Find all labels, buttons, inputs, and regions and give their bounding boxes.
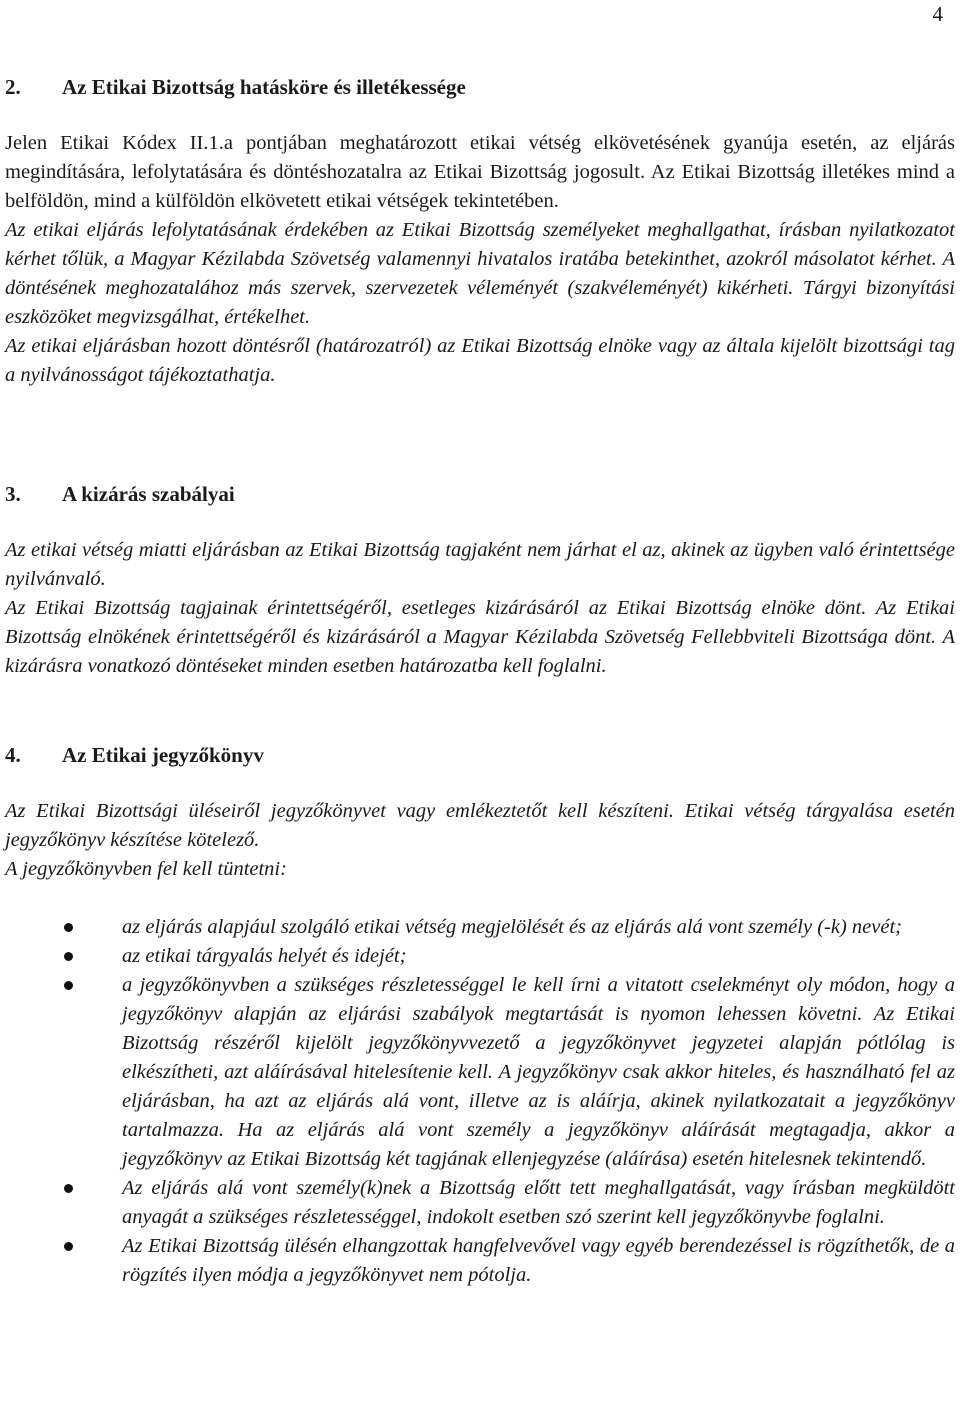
section-3-body bbox=[5, 536, 955, 681]
list-item bbox=[5, 1174, 955, 1232]
document-page bbox=[5, 0, 955, 1416]
list-item-text: az eljárás alapjául szolgáló etikai vétség megjelölését és az eljárás alá vont személy (-k) nevét; bbox=[122, 916, 902, 938]
section-title: Az Etikai jegyzőkönyv bbox=[62, 743, 264, 767]
bullet-icon bbox=[64, 981, 73, 990]
paragraph: Az Etikai Bizottság tagjainak érintettségéről, esetleges kizárásáról az Etikai Bizottság elnöke dönt. Az Etikai Bizottság elnökének érintettségéről és kizárásáról a Magyar Kézilabda Szövetség Fellebbviteli Bizottsága dönt. A kizárásra vonatkozó döntéseket minden esetben határozatba kell foglalni. bbox=[5, 597, 955, 677]
section-4-heading bbox=[5, 741, 264, 770]
section-4-body bbox=[5, 797, 955, 884]
paragraph: Jelen Etikai Kódex II.1.a pontjában meghatározott etikai vétség elkövetésének gyanúja esetén, az eljárás megindítására, lefolytatására és döntéshozatalra az Etikai Bizottság jogosult. Az Etikai Bizottság illetékes mind a belföldön, mind a külföldön elkövetett etikai vétségek tekintetében. bbox=[5, 132, 955, 212]
paragraph: Az etikai vétség miatti eljárásban az Etikai Bizottság tagjaként nem járhat el az, akinek az ügyben való érintettsége nyilvánvaló. bbox=[5, 539, 955, 590]
bullet-icon bbox=[64, 1184, 73, 1193]
list-item bbox=[5, 971, 955, 1174]
paragraph: Az Etikai Bizottsági üléseiről jegyzőkönyvet vagy emlékeztetőt kell készíteni. Etikai vétség tárgyalása esetén jegyzőkönyv készítése kötelező. bbox=[5, 800, 955, 851]
page-number: 4 bbox=[932, 2, 943, 26]
section-number: 2. bbox=[5, 75, 21, 99]
bullet-icon bbox=[64, 1242, 73, 1251]
list-item-text: az etikai tárgyalás helyét és idejét; bbox=[122, 945, 407, 967]
paragraph: A jegyzőkönyvben fel kell tüntetni: bbox=[5, 858, 287, 880]
bullet-icon bbox=[64, 952, 73, 961]
list-item-text: Az Etikai Bizottság ülésén elhangzottak hangfelvevővel vagy egyéb berendezéssel is rögzíthetők, de a rögzítés ilyen módja a jegyzőkönyvet nem pótolja. bbox=[122, 1235, 955, 1286]
section-title: A kizárás szabályai bbox=[62, 482, 235, 506]
section-title: Az Etikai Bizottság hatásköre és illetékessége bbox=[62, 75, 466, 99]
list-item bbox=[5, 913, 955, 942]
paragraph: Az etikai eljárás lefolytatásának érdekében az Etikai Bizottság személyeket meghallgathat, írásban nyilatkozatot kérhet tőlük, a Magyar Kézilabda Szövetség valamennyi hivatalos iratába betekinthet, azokról másolatot kérhet. A döntésének meghozatalához más szervek, szervezetek véleményét (szakvéleményét) kikérheti. Tárgyi bizonyítási eszközöket megvizsgálhat, értékelhet. bbox=[5, 219, 955, 328]
protocol-requirements-list bbox=[5, 913, 955, 1290]
list-item-text: Az eljárás alá vont személy(k)nek a Bizottság előtt tett meghallgatását, vagy írásban megküldött anyagát a szükséges részletességgel, indokolt esetben szó szerint kell jegyzőkönyvbe foglalni. bbox=[122, 1177, 955, 1228]
bullet-icon bbox=[64, 923, 73, 932]
section-2-heading bbox=[5, 73, 466, 102]
section-3-heading bbox=[5, 480, 235, 509]
list-item-text: a jegyzőkönyvben a szükséges részletességgel le kell írni a vitatott cselekményt oly módon, hogy a jegyzőkönyv alapján az eljárási szabályok megtartását is nyomon lehessen követni. Az Etikai Bizottság részéről kijelölt jegyzőkönyvvezető a jegyzőkönyvet jegyzetei alapján pótlólag is elkészítheti, azt aláírásával hitelesítenie kell. A jegyzőkönyv csak akkor hiteles, és használható fel az eljárásban, ha azt az eljárás alá vont, illetve az is aláírja, akinek nyilatkozatait a jegyzőkönyv tartalmazza. Ha az eljárás alá vont személy a jegyzőkönyv aláírását megtagadja, akkor a jegyzőkönyv az Etikai Bizottság két tagjának ellenjegyzése (aláírása) esetén hitelesnek tekintendő. bbox=[122, 974, 955, 1170]
section-number: 4. bbox=[5, 743, 21, 767]
section-2-body bbox=[5, 129, 955, 390]
list-item bbox=[5, 1232, 955, 1290]
section-number: 3. bbox=[5, 482, 21, 506]
paragraph: Az etikai eljárásban hozott döntésről (határozatról) az Etikai Bizottság elnöke vagy az általa kijelölt bizottsági tag a nyilvánosságot tájékoztathatja. bbox=[5, 335, 955, 386]
list-item bbox=[5, 942, 955, 971]
